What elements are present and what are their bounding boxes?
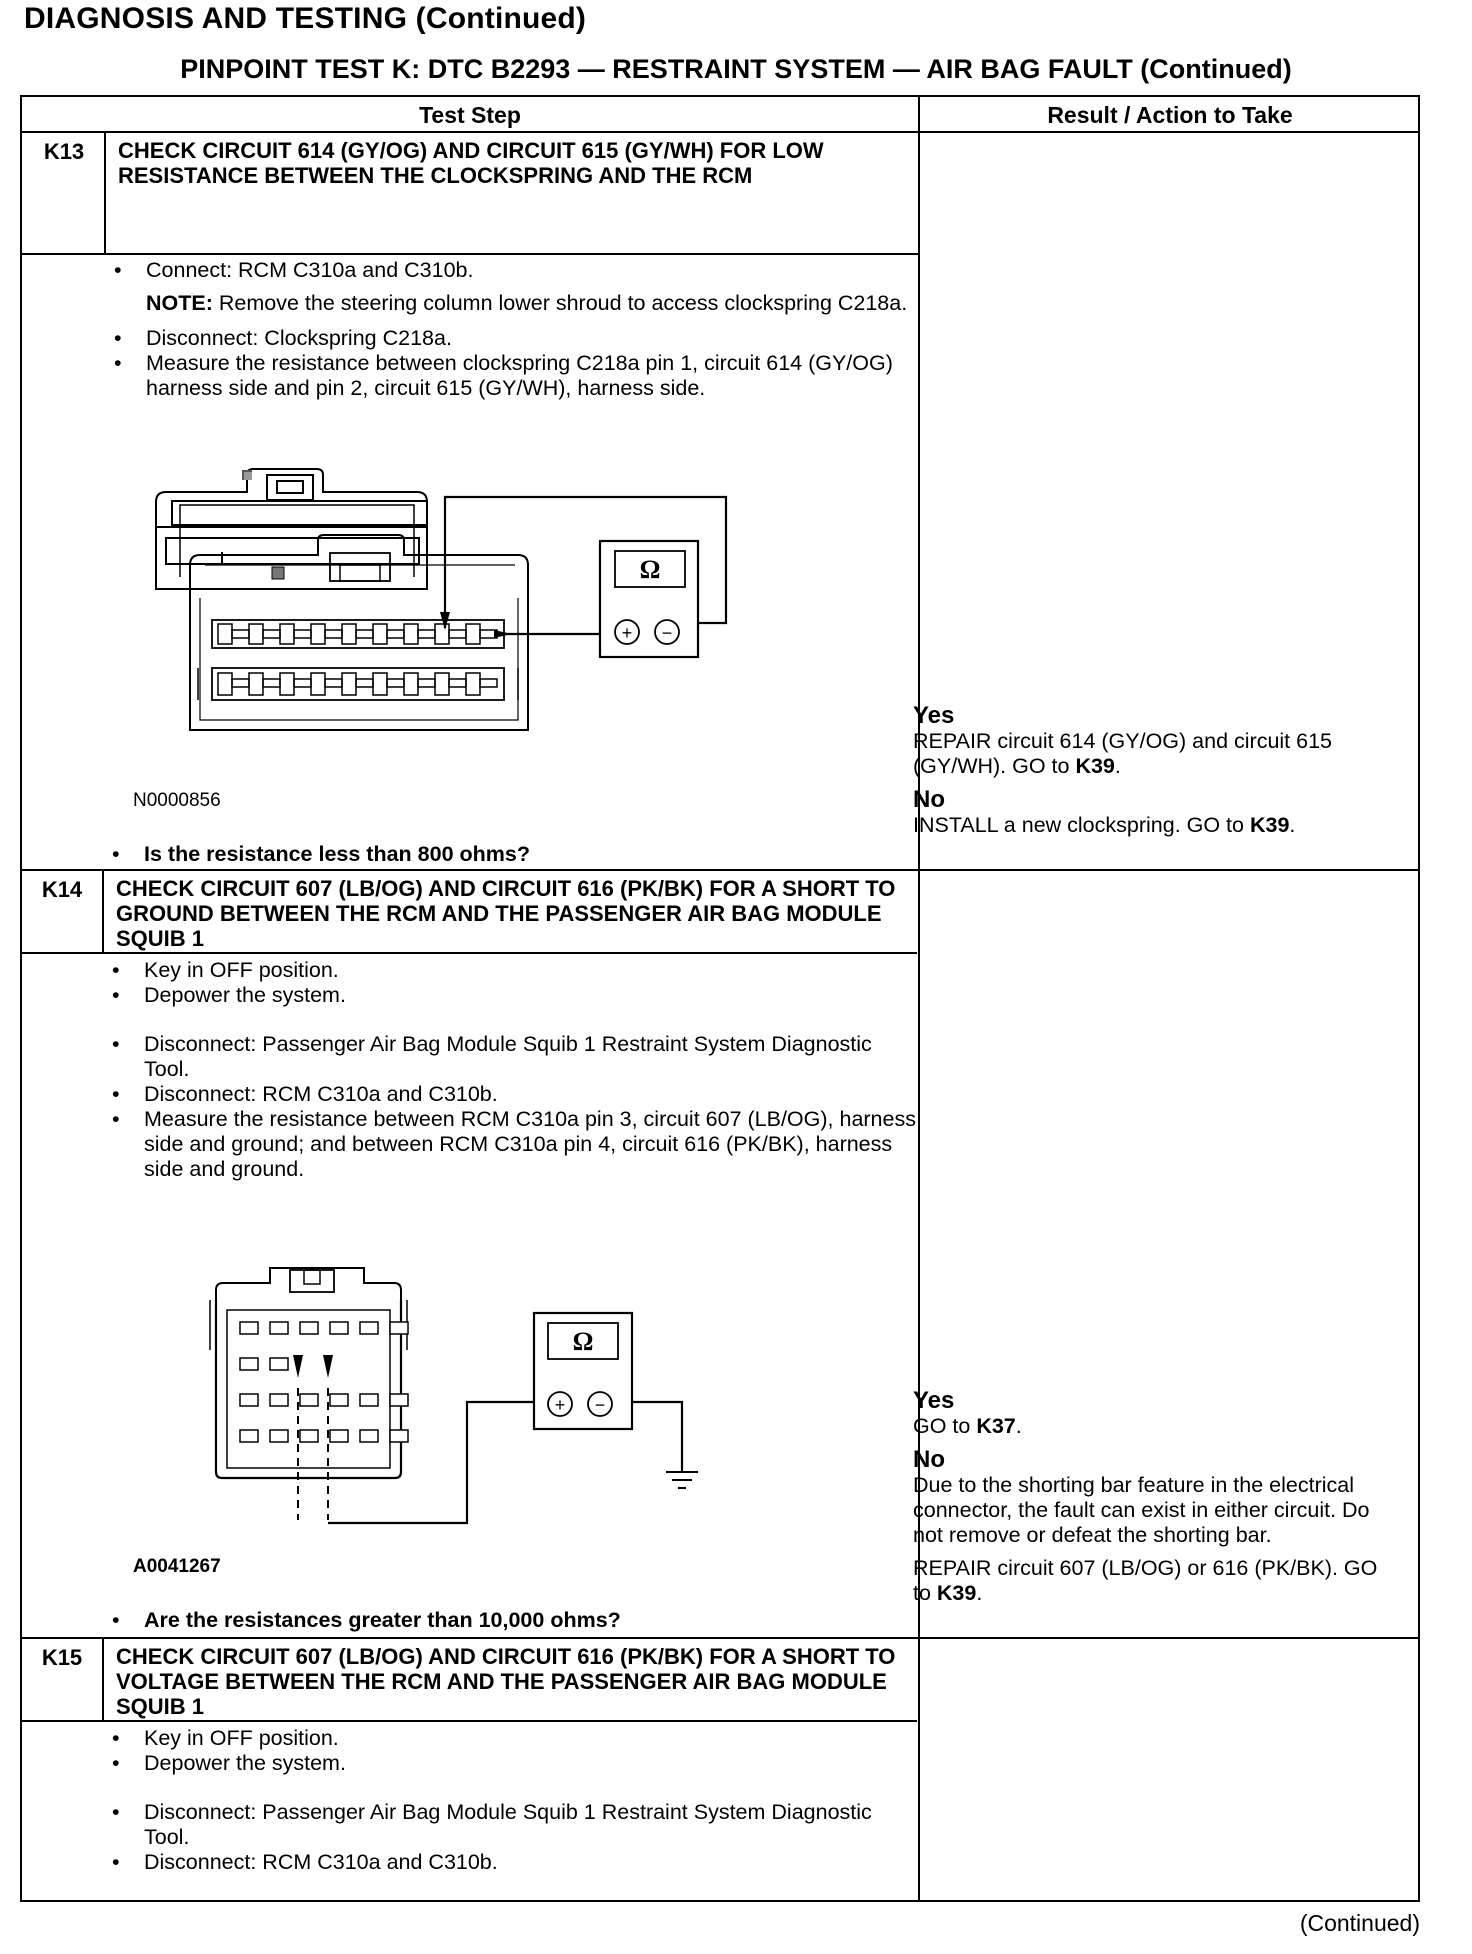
terminal-cavity	[270, 1394, 288, 1406]
goto-link[interactable]: K37	[976, 1414, 1016, 1438]
figure-code-a0041267: A0041267	[133, 1556, 221, 1577]
terminal-pin	[387, 630, 404, 638]
terminal-cavity	[404, 624, 418, 644]
terminal-cavity	[249, 624, 263, 644]
terminal-cavity	[390, 1322, 408, 1334]
minus-terminal: −	[594, 1395, 606, 1415]
no-explanation: Due to the shorting bar feature in the electrical connector, the fault can exist in either circuit. Do not remove or defeat the shorting bar.	[913, 1473, 1370, 1547]
note-text: Remove the steering column lower shroud to access clockspring C218a.	[212, 291, 908, 315]
step-id-k13: K13	[43, 139, 85, 164]
terminal-cavity	[218, 624, 232, 644]
terminal-cavity	[330, 1322, 348, 1334]
step-title-rule	[21, 952, 917, 954]
terminal-cavity	[466, 624, 480, 644]
terminal-cavity	[360, 1322, 378, 1334]
instruction-item: • Depower the system.	[96, 1751, 916, 1776]
step-title-k15: CHECK CIRCUIT 607 (LB/OG) AND CIRCUIT 616 (PK/BK) FOR A SHORT TO VOLTAGE BETWEEN THE RCM AND THE PASSENGER AIR BAG MODULE SQUIB 1	[116, 1644, 896, 1719]
instruction-item: • Disconnect: RCM C310a and C310b.	[96, 1850, 916, 1875]
instruction-item: • Disconnect: Passenger Air Bag Module Squib 1 Restraint System Diagnostic Tool.	[96, 1800, 916, 1850]
terminal-cavity	[311, 624, 325, 644]
terminal-cavity	[330, 1394, 348, 1406]
probe-tip-2	[494, 630, 512, 638]
instruction-item: • Disconnect: Passenger Air Bag Module Squib 1 Restraint System Diagnostic Tool.	[96, 1032, 916, 1082]
instruction-item: • Key in OFF position.	[96, 1726, 916, 1751]
result-k13	[913, 703, 1393, 838]
instruction-item: • Measure the resistance between clockspring C218a pin 1, circuit 614 (GY/OG) harness side and pin 2, circuit 615 (GY/WH), harness side.	[98, 351, 918, 401]
rcm-c310a-terminal-pins	[240, 1322, 408, 1442]
terminal-pin	[356, 679, 373, 687]
terminal-cavity	[360, 1430, 378, 1442]
terminal-pin	[263, 630, 280, 638]
continued-footer: (Continued)	[1299, 1910, 1420, 1936]
yes-label: Yes	[913, 702, 955, 729]
terminal-pin	[263, 679, 280, 687]
pinpoint-test-title: PINPOINT TEST K: DTC B2293 — RESTRAINT SYSTEM — AIR BAG FAULT (Continued)	[180, 54, 1292, 84]
clockspring-connector	[190, 535, 528, 730]
probe-tip-pin-3	[293, 1355, 303, 1378]
ohm-symbol: Ω	[572, 1327, 594, 1356]
terminal-cavity	[373, 673, 387, 695]
note-label: NOTE:	[146, 291, 213, 315]
yes-action: REPAIR circuit 614 (GY/OG) and circuit 615 (GY/WH). GO to K39.	[913, 729, 1332, 778]
question-k13: • Is the resistance less than 800 ohms?	[96, 842, 964, 867]
terminal-cavity	[240, 1322, 258, 1334]
ohm-symbol: Ω	[639, 555, 661, 584]
terminal-pin	[449, 630, 466, 638]
terminal-cavity	[240, 1358, 258, 1370]
instruction-item: • Depower the system.	[96, 983, 916, 1008]
no-action: REPAIR circuit 607 (LB/OG) or 616 (PK/BK). GO to K39.	[913, 1556, 1378, 1605]
terminal-cavity	[249, 673, 263, 695]
question-k14: • Are the resistances greater than 10,000 ohms?	[96, 1608, 964, 1633]
terminal-pin	[418, 630, 435, 638]
terminal-pin	[325, 679, 342, 687]
plus-terminal: +	[621, 623, 633, 643]
instruction-item: • Key in OFF position.	[96, 958, 916, 983]
instruction-item: • Disconnect: Clockspring C218a.	[98, 326, 918, 351]
terminal-cavity	[435, 673, 449, 695]
terminal-pin	[387, 679, 404, 687]
terminal-cavity	[360, 1394, 378, 1406]
step-id-k15: K15	[41, 1645, 83, 1670]
terminal-cavity	[240, 1394, 258, 1406]
terminal-cavity	[218, 673, 232, 695]
terminal-cavity	[435, 624, 449, 644]
terminal-cavity	[390, 1394, 408, 1406]
header-result-action: Result / Action to Take	[1047, 102, 1293, 128]
no-label: No	[913, 1446, 945, 1473]
terminal-cavity	[240, 1430, 258, 1442]
terminal-pin	[294, 630, 311, 638]
terminal-pin	[480, 679, 497, 687]
terminal-cavity	[466, 673, 480, 695]
shorting-bar-dashed-lines	[298, 1388, 328, 1520]
terminal-cavity	[404, 673, 418, 695]
terminal-pin	[232, 630, 249, 638]
terminal-cavity	[280, 673, 294, 695]
terminal-pin	[418, 679, 435, 687]
terminal-cavity	[311, 673, 325, 695]
terminal-cavity	[342, 673, 356, 695]
page-title: DIAGNOSIS AND TESTING (Continued)	[24, 2, 587, 35]
minus-terminal: −	[661, 623, 673, 643]
terminal-cavity	[373, 624, 387, 644]
terminal-pin	[356, 630, 373, 638]
no-action: INSTALL a new clockspring. GO to K39.	[913, 813, 1296, 837]
instruction-item: • Disconnect: RCM C310a and C310b.	[96, 1082, 916, 1107]
step-separator	[21, 869, 1419, 871]
terminal-cavity	[300, 1322, 318, 1334]
header-test-step: Test Step	[419, 102, 521, 128]
step-body-k14	[96, 958, 916, 1182]
terminal-cavity	[342, 624, 356, 644]
terminal-pin	[325, 630, 342, 638]
instruction-item: • Connect: RCM C310a and C310b.	[98, 258, 918, 283]
terminal-cavity	[280, 624, 294, 644]
rcm-c310a-connector	[210, 1268, 407, 1478]
step-id-k14: K14	[41, 877, 83, 902]
probe-tip-pin-4	[323, 1355, 333, 1378]
k14-test-leads	[328, 1402, 698, 1523]
result-k14	[913, 1388, 1393, 1606]
terminal-pin	[294, 679, 311, 687]
terminal-cavity	[390, 1430, 408, 1442]
step-title-k13: CHECK CIRCUIT 614 (GY/OG) AND CIRCUIT 615 (GY/WH) FOR LOW RESISTANCE BETWEEN THE CLOCKSPRING AND THE RCM	[118, 138, 824, 188]
clockspring-terminal-pins	[218, 624, 497, 695]
terminal-cavity	[330, 1430, 348, 1442]
goto-link[interactable]: K39	[1075, 754, 1115, 778]
instruction-item: • Measure the resistance between RCM C310a pin 3, circuit 607 (LB/OG), harness side and ground; and between RCM C310a pin 4, circuit 616 (PK/BK), harness side and ground.	[96, 1107, 916, 1182]
figure-code-n0000856: N0000856	[133, 790, 221, 811]
terminal-cavity	[270, 1430, 288, 1442]
step-title-rule	[21, 1720, 917, 1722]
goto-link[interactable]: K39	[1249, 813, 1290, 837]
yes-action: GO to K37.	[913, 1414, 1022, 1438]
terminal-cavity	[270, 1358, 288, 1370]
terminal-cavity	[300, 1430, 318, 1442]
plus-terminal: +	[554, 1395, 566, 1415]
step-title-k14: CHECK CIRCUIT 607 (LB/OG) AND CIRCUIT 616 (PK/BK) FOR A SHORT TO GROUND BETWEEN THE RCM AND THE PASSENGER AIR BAG MODULE SQUIB 1	[116, 876, 896, 951]
yes-label: Yes	[913, 1387, 955, 1414]
terminal-pin	[449, 679, 466, 687]
goto-link[interactable]: K39	[936, 1581, 977, 1605]
no-label: No	[913, 786, 945, 813]
terminal-cavity	[300, 1394, 318, 1406]
terminal-cavity	[270, 1322, 288, 1334]
step-body-k15	[96, 1726, 916, 1875]
step-separator	[21, 1637, 1419, 1639]
terminal-pin	[232, 679, 249, 687]
